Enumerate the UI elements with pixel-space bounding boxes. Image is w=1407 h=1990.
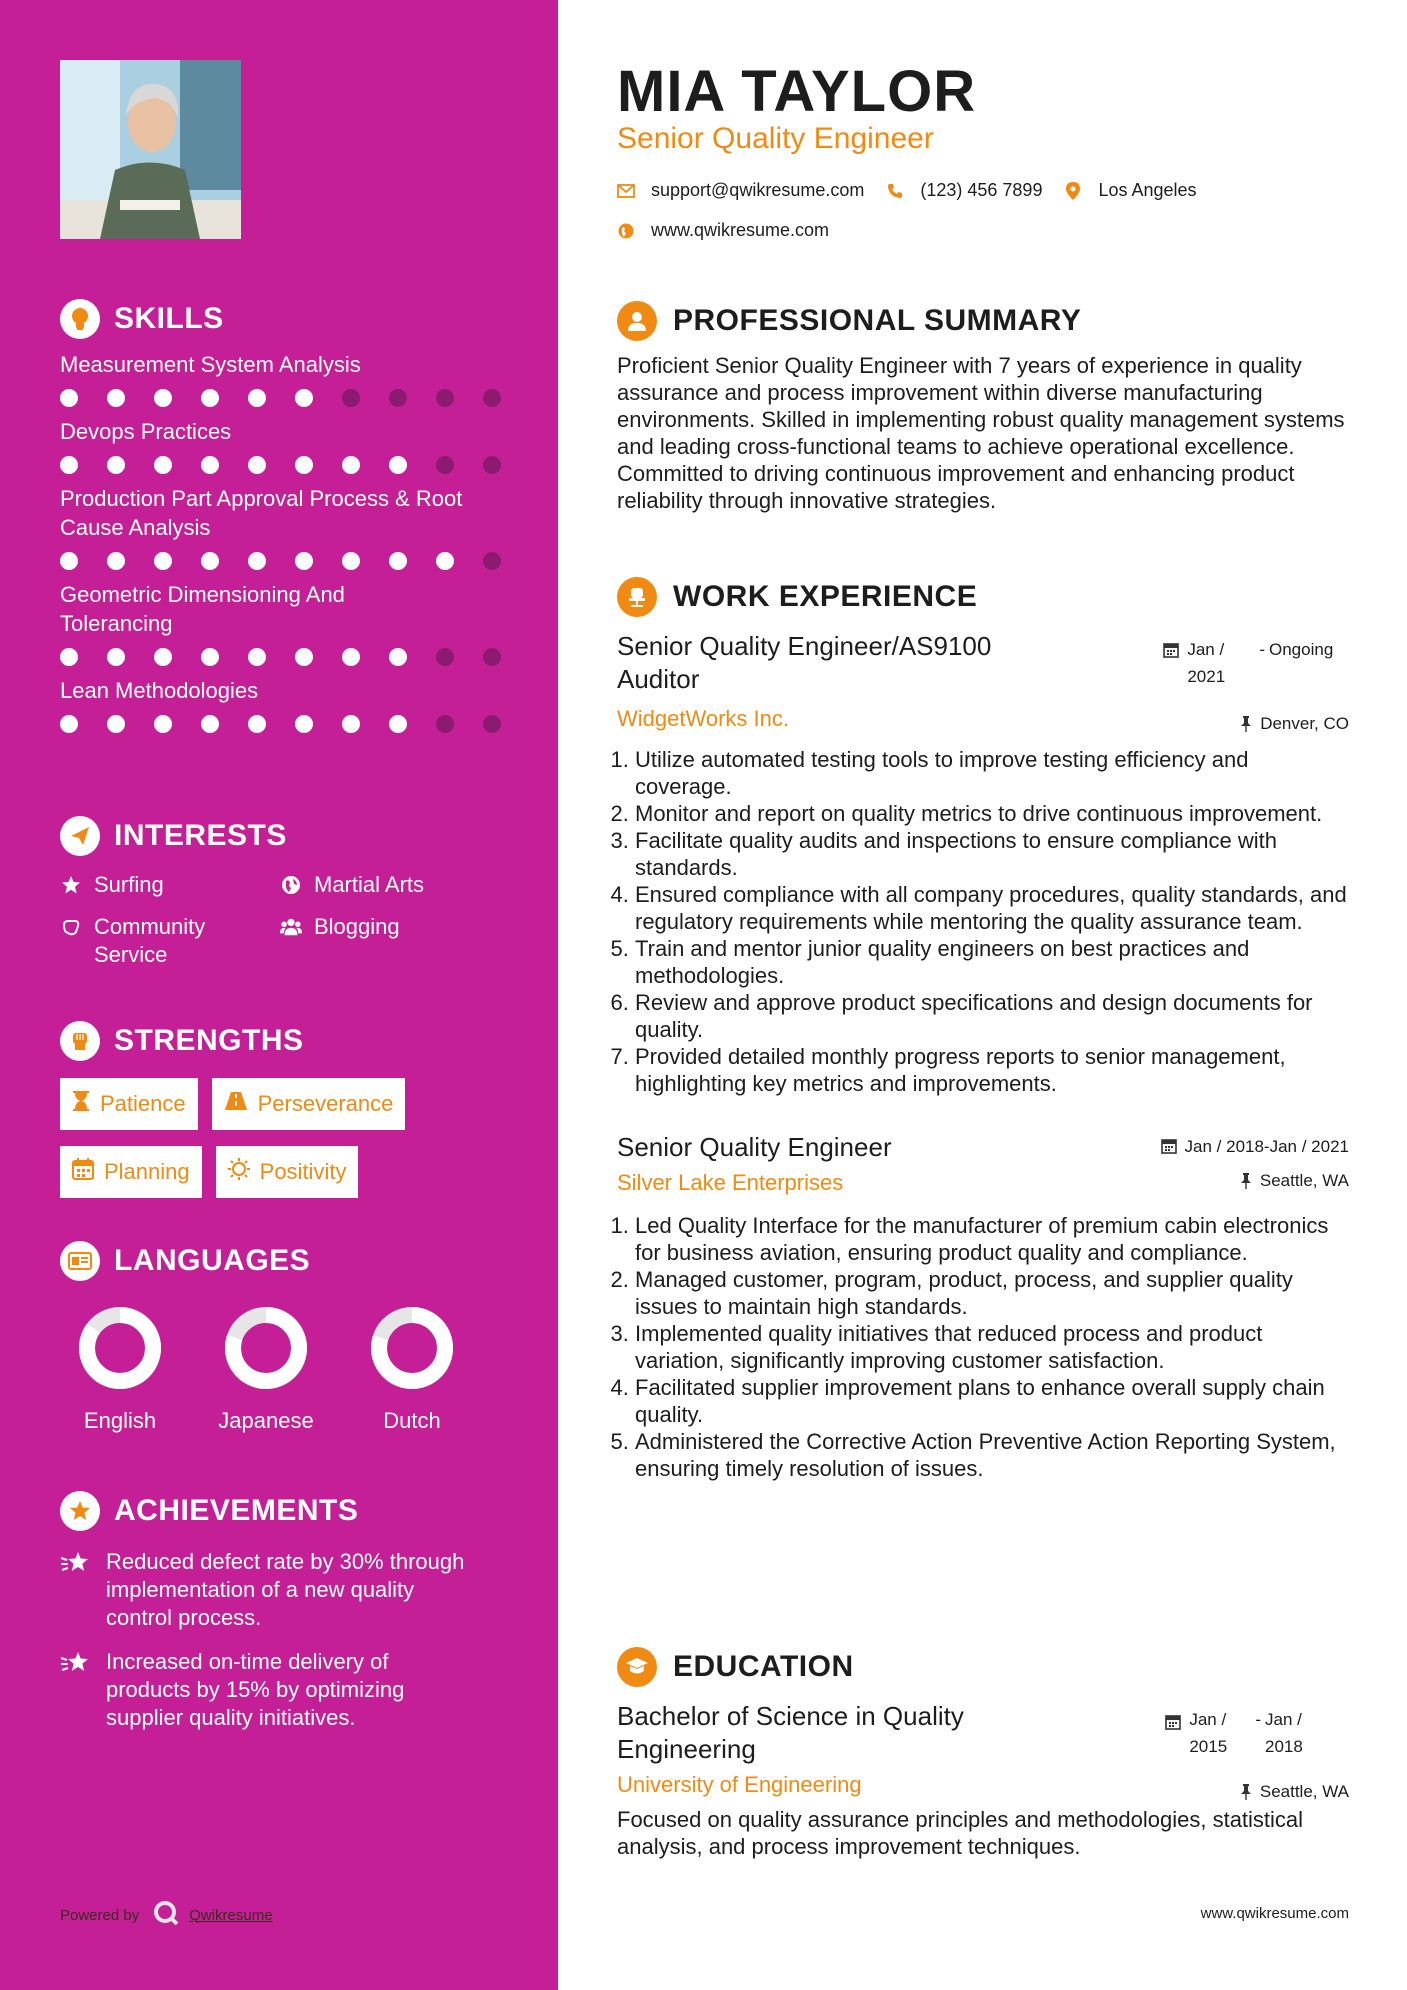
rating-dot-filled bbox=[201, 552, 219, 570]
rating-dot-filled bbox=[107, 715, 125, 733]
education-location bbox=[1240, 1782, 1349, 1802]
achievement-text: Reduced defect rate by 30% through implementation of a new quality control process. bbox=[106, 1549, 465, 1630]
experience-header bbox=[617, 576, 1349, 618]
job-duty: 5. Administered the Corrective Action Preventive Action Reporting System, ensuring timely resolution of issues. bbox=[635, 1428, 1349, 1482]
job-date-end: Ongoing bbox=[1269, 640, 1334, 659]
rating-dot-filled bbox=[436, 552, 454, 570]
trophy-star-icon bbox=[60, 1491, 100, 1531]
education-date-separator: - bbox=[1255, 1710, 1261, 1729]
language-item bbox=[218, 1306, 314, 1434]
school-name: University of Engineering bbox=[617, 1772, 862, 1797]
skill-item bbox=[60, 676, 510, 733]
calendar-icon bbox=[1165, 1714, 1181, 1730]
interests-section bbox=[60, 815, 510, 969]
skill-item bbox=[60, 580, 510, 666]
lightbulb-icon bbox=[60, 299, 100, 339]
summary-title: PROFESSIONAL SUMMARY bbox=[673, 304, 1082, 337]
location-text: Los Angeles bbox=[1098, 180, 1197, 200]
calendar-icon bbox=[1161, 1138, 1177, 1154]
rating-dot-filled bbox=[248, 552, 266, 570]
rating-dot-empty bbox=[483, 552, 501, 570]
education-entry bbox=[617, 1700, 1349, 1860]
rating-dot-filled bbox=[295, 552, 313, 570]
interest-label: Community Service bbox=[94, 914, 206, 967]
rating-dot-filled bbox=[154, 648, 172, 666]
road-icon bbox=[224, 1091, 248, 1117]
experience-section bbox=[617, 576, 1349, 1482]
interests-list bbox=[60, 871, 510, 969]
email-text: support@qwikresume.com bbox=[651, 180, 865, 200]
map-pin-icon bbox=[1064, 182, 1082, 200]
strength-chip bbox=[212, 1078, 406, 1130]
rating-dot-filled bbox=[295, 389, 313, 407]
skill-rating bbox=[60, 715, 510, 733]
rating-dot-filled bbox=[60, 715, 78, 733]
rating-dot-filled bbox=[295, 648, 313, 666]
education-date bbox=[1165, 1706, 1319, 1760]
rating-dot-empty bbox=[483, 389, 501, 407]
achievement-text: Increased on-time delivery of products by 15% by optimizing supplier quality initiatives. bbox=[106, 1649, 405, 1730]
skill-item bbox=[60, 417, 510, 474]
job-duties bbox=[617, 1212, 1349, 1482]
graduation-cap-icon bbox=[617, 1647, 657, 1687]
skill-item bbox=[60, 350, 510, 407]
user-icon bbox=[617, 301, 657, 341]
interest-item bbox=[60, 871, 280, 899]
candidate-name: MIA TAYLOR bbox=[617, 59, 977, 124]
languages-title: LANGUAGES bbox=[114, 1244, 311, 1277]
language-name: English bbox=[83, 1408, 157, 1433]
job-company: WidgetWorks Inc. bbox=[617, 706, 789, 731]
strength-label: Perseverance bbox=[257, 1091, 394, 1116]
interest-item bbox=[280, 871, 500, 899]
strength-label: Planning bbox=[104, 1159, 190, 1184]
skills-title: SKILLS bbox=[114, 302, 224, 335]
strength-chip bbox=[60, 1146, 202, 1198]
profile-photo bbox=[60, 60, 241, 239]
star-burst-icon bbox=[60, 1548, 92, 1632]
skill-item bbox=[60, 484, 510, 570]
rating-dot-filled bbox=[107, 389, 125, 407]
summary-header bbox=[617, 300, 1349, 342]
envelope-icon bbox=[617, 184, 635, 198]
experience-title: WORK EXPERIENCE bbox=[673, 580, 978, 613]
job-duties bbox=[617, 746, 1349, 1097]
job-duty: 3. Implemented quality initiatives that reduced process and product variation, significantly improving customer satisfaction. bbox=[635, 1320, 1349, 1374]
rating-dot-filled bbox=[60, 648, 78, 666]
phone-text: (123) 456 7899 bbox=[920, 180, 1043, 200]
rating-dot-filled bbox=[107, 552, 125, 570]
skill-rating bbox=[60, 389, 510, 407]
rating-dot-empty bbox=[342, 389, 360, 407]
rating-dot-filled bbox=[342, 456, 360, 474]
language-level-ring bbox=[224, 1306, 308, 1390]
rating-dot-filled bbox=[342, 648, 360, 666]
job-date-separator: - bbox=[1259, 640, 1265, 659]
skill-rating bbox=[60, 456, 510, 474]
rating-dot-empty bbox=[436, 648, 454, 666]
rating-dot-filled bbox=[389, 456, 407, 474]
rating-dot-filled bbox=[342, 715, 360, 733]
languages-section bbox=[60, 1240, 510, 1434]
job-location bbox=[1240, 714, 1349, 734]
rating-dot-filled bbox=[295, 715, 313, 733]
job-duty: 3. Facilitate quality audits and inspections to ensure compliance with standards. bbox=[635, 827, 1349, 881]
rating-dot-filled bbox=[389, 552, 407, 570]
interest-item bbox=[60, 913, 280, 969]
job-duty: 5. Train and mentor junior quality engineers on best practices and methodologies. bbox=[635, 935, 1349, 989]
achievements-title: ACHIEVEMENTS bbox=[114, 1494, 359, 1527]
strengths-header bbox=[60, 1020, 510, 1062]
rating-dot-filled bbox=[248, 715, 266, 733]
degree-title: Bachelor of Science in Quality Engineering bbox=[617, 1701, 964, 1764]
briefcase-chair-icon bbox=[617, 577, 657, 617]
interests-header bbox=[60, 815, 510, 857]
job-duty: 4. Ensured compliance with all company procedures, quality standards, and regulatory requirements while mentoring the quality assurance team. bbox=[635, 881, 1349, 935]
rating-dot-filled bbox=[201, 389, 219, 407]
job-title: Senior Quality Engineer bbox=[617, 1132, 892, 1162]
rating-dot-filled bbox=[295, 456, 313, 474]
skill-name: Measurement System Analysis bbox=[60, 352, 361, 377]
rating-dot-filled bbox=[248, 389, 266, 407]
powered-by-label: Powered by bbox=[60, 1906, 140, 1924]
job-company: Silver Lake Enterprises bbox=[617, 1170, 844, 1195]
rating-dot-filled bbox=[201, 715, 219, 733]
star-icon bbox=[60, 871, 82, 899]
language-item bbox=[370, 1306, 454, 1434]
strength-label: Positivity bbox=[259, 1159, 347, 1184]
job-duty: 2. Managed customer, program, product, process, and supplier quality issues to maintain high standards. bbox=[635, 1266, 1349, 1320]
job-duty: 4. Facilitated supplier improvement plans to enhance overall supply chain quality. bbox=[635, 1374, 1349, 1428]
summary-section bbox=[617, 300, 1349, 514]
calendar-icon bbox=[1163, 642, 1179, 658]
job-date bbox=[1163, 636, 1339, 690]
education-section bbox=[617, 1646, 1349, 1860]
education-description: Focused on quality assurance principles and methodologies, statistical analysis, and process improvement techniques. bbox=[617, 1807, 1304, 1859]
globe-icon bbox=[617, 223, 635, 239]
languages-list bbox=[60, 1306, 510, 1434]
language-level-ring bbox=[78, 1306, 162, 1390]
summary-text: Proficient Senior Quality Engineer with 7 years of experience in quality assurance and process improvement within diverse manufacturing environments. Skilled in implementing robust quality management systems and leading cross-functional teams to achieve operational excellence. Committed to driving continuous improvement and enhancing product reliability through innovative strategies. bbox=[617, 353, 1345, 513]
qwikresume-link[interactable]: Qwikresume bbox=[189, 1906, 273, 1924]
rating-dot-filled bbox=[154, 715, 172, 733]
language-name: Dutch bbox=[383, 1408, 441, 1433]
rating-dot-empty bbox=[483, 648, 501, 666]
strengths-section bbox=[60, 1020, 510, 1198]
skill-name: Production Part Approval Process & Root Cause Analysis bbox=[60, 486, 463, 540]
users-icon bbox=[280, 913, 302, 941]
rating-dot-filled bbox=[248, 648, 266, 666]
interest-label: Surfing bbox=[94, 872, 164, 897]
rating-dot-filled bbox=[154, 389, 172, 407]
rating-dot-filled bbox=[107, 648, 125, 666]
rating-dot-empty bbox=[483, 456, 501, 474]
strengths-title: STRENGTHS bbox=[114, 1024, 304, 1057]
rating-dot-filled bbox=[342, 552, 360, 570]
contact-website[interactable] bbox=[617, 220, 829, 241]
hand-icon bbox=[60, 913, 82, 941]
interest-item bbox=[280, 913, 500, 969]
skill-name: Geometric Dimensioning And Tolerancing bbox=[60, 582, 345, 636]
rating-dot-filled bbox=[248, 456, 266, 474]
job-location bbox=[1240, 1171, 1349, 1191]
rating-dot-filled bbox=[60, 456, 78, 474]
job-duty: 6. Review and approve product specifications and design documents for quality. bbox=[635, 989, 1349, 1043]
rating-dot-empty bbox=[389, 389, 407, 407]
job-date-start: Jan / 2021 bbox=[1187, 640, 1226, 686]
language-name: Japanese bbox=[218, 1408, 314, 1433]
rating-dot-filled bbox=[154, 456, 172, 474]
job-location-text: Denver, CO bbox=[1260, 714, 1349, 733]
footer-website-link[interactable]: www.qwikresume.com bbox=[1200, 1905, 1349, 1922]
education-location-text: Seattle, WA bbox=[1259, 1782, 1349, 1801]
skill-name: Devops Practices bbox=[60, 419, 232, 444]
rating-dot-empty bbox=[436, 456, 454, 474]
sidebar bbox=[0, 0, 558, 1990]
interest-label: Blogging bbox=[314, 914, 400, 939]
strength-label: Patience bbox=[100, 1091, 186, 1116]
rating-dot-filled bbox=[201, 648, 219, 666]
job-title: Senior Quality Engineer/AS9100 Auditor bbox=[617, 631, 992, 694]
contact-email[interactable] bbox=[617, 180, 864, 201]
pin-icon bbox=[1240, 716, 1252, 732]
job-duty: 1. Utilize automated testing tools to improve testing efficiency and coverage. bbox=[635, 746, 1349, 800]
skill-rating bbox=[60, 648, 510, 666]
strength-chip bbox=[216, 1146, 359, 1198]
rating-dot-filled bbox=[389, 715, 407, 733]
rating-dot-empty bbox=[436, 715, 454, 733]
education-date-start: Jan / 2015 bbox=[1189, 1710, 1228, 1756]
language-level-ring bbox=[370, 1306, 454, 1390]
strengths-list bbox=[60, 1078, 480, 1198]
star-burst-icon bbox=[60, 1648, 92, 1732]
skills-header bbox=[60, 298, 510, 340]
pin-icon bbox=[1240, 1784, 1252, 1800]
candidate-role: Senior Quality Engineer bbox=[617, 122, 934, 155]
hourglass-icon bbox=[72, 1090, 90, 1118]
paper-plane-icon bbox=[60, 816, 100, 856]
pin-icon bbox=[1240, 1173, 1252, 1189]
job-duty: 7. Provided detailed monthly progress reports to senior management, highlighting key metrics and improvements. bbox=[635, 1043, 1349, 1097]
job-duty: 1. Led Quality Interface for the manufacturer of premium cabin electronics for business aviation, ensuring product quality and compliance. bbox=[635, 1212, 1349, 1266]
rating-dot-empty bbox=[436, 389, 454, 407]
interests-title: INTERESTS bbox=[114, 819, 287, 852]
achievements-section bbox=[60, 1490, 510, 1732]
job-duty: 2. Monitor and report on quality metrics to drive continuous improvement. bbox=[635, 800, 1349, 827]
rating-dot-empty bbox=[483, 715, 501, 733]
education-header bbox=[617, 1646, 1349, 1688]
phone-icon bbox=[886, 183, 904, 199]
skills-section bbox=[60, 298, 510, 741]
education-title: EDUCATION bbox=[673, 1650, 854, 1683]
rating-dot-filled bbox=[389, 648, 407, 666]
achievements-header bbox=[60, 1490, 510, 1532]
achievement-item bbox=[60, 1548, 510, 1632]
contact-phone[interactable] bbox=[886, 180, 1042, 201]
contact-row bbox=[617, 180, 1219, 201]
language-card-icon bbox=[60, 1241, 100, 1281]
skills-list bbox=[60, 350, 510, 733]
skill-rating bbox=[60, 552, 510, 570]
contact-location bbox=[1064, 180, 1196, 201]
website-text: www.qwikresume.com bbox=[651, 220, 830, 240]
job-date-text: Jan / 2018-Jan / 2021 bbox=[1184, 1137, 1349, 1156]
education-date-end: Jan / 2018 bbox=[1265, 1710, 1303, 1756]
job-location-text: Seattle, WA bbox=[1259, 1171, 1349, 1190]
strength-chip bbox=[60, 1078, 198, 1130]
achievement-item bbox=[60, 1648, 510, 1732]
rating-dot-filled bbox=[60, 389, 78, 407]
calendar-icon bbox=[72, 1158, 94, 1186]
job-entry bbox=[617, 630, 1349, 1097]
sun-icon bbox=[228, 1158, 250, 1186]
skill-name: Lean Methodologies bbox=[60, 678, 259, 703]
language-item bbox=[78, 1306, 162, 1434]
fist-icon bbox=[60, 1021, 100, 1061]
rating-dot-filled bbox=[60, 552, 78, 570]
powered-by bbox=[60, 1900, 273, 1930]
globe-icon bbox=[280, 871, 302, 899]
qwikresume-logo-icon bbox=[153, 1900, 179, 1930]
rating-dot-filled bbox=[107, 456, 125, 474]
interest-label: Martial Arts bbox=[314, 872, 425, 897]
job-entry bbox=[617, 1131, 1349, 1482]
languages-header bbox=[60, 1240, 510, 1282]
rating-dot-filled bbox=[201, 456, 219, 474]
job-date bbox=[1161, 1133, 1349, 1160]
rating-dot-filled bbox=[154, 552, 172, 570]
